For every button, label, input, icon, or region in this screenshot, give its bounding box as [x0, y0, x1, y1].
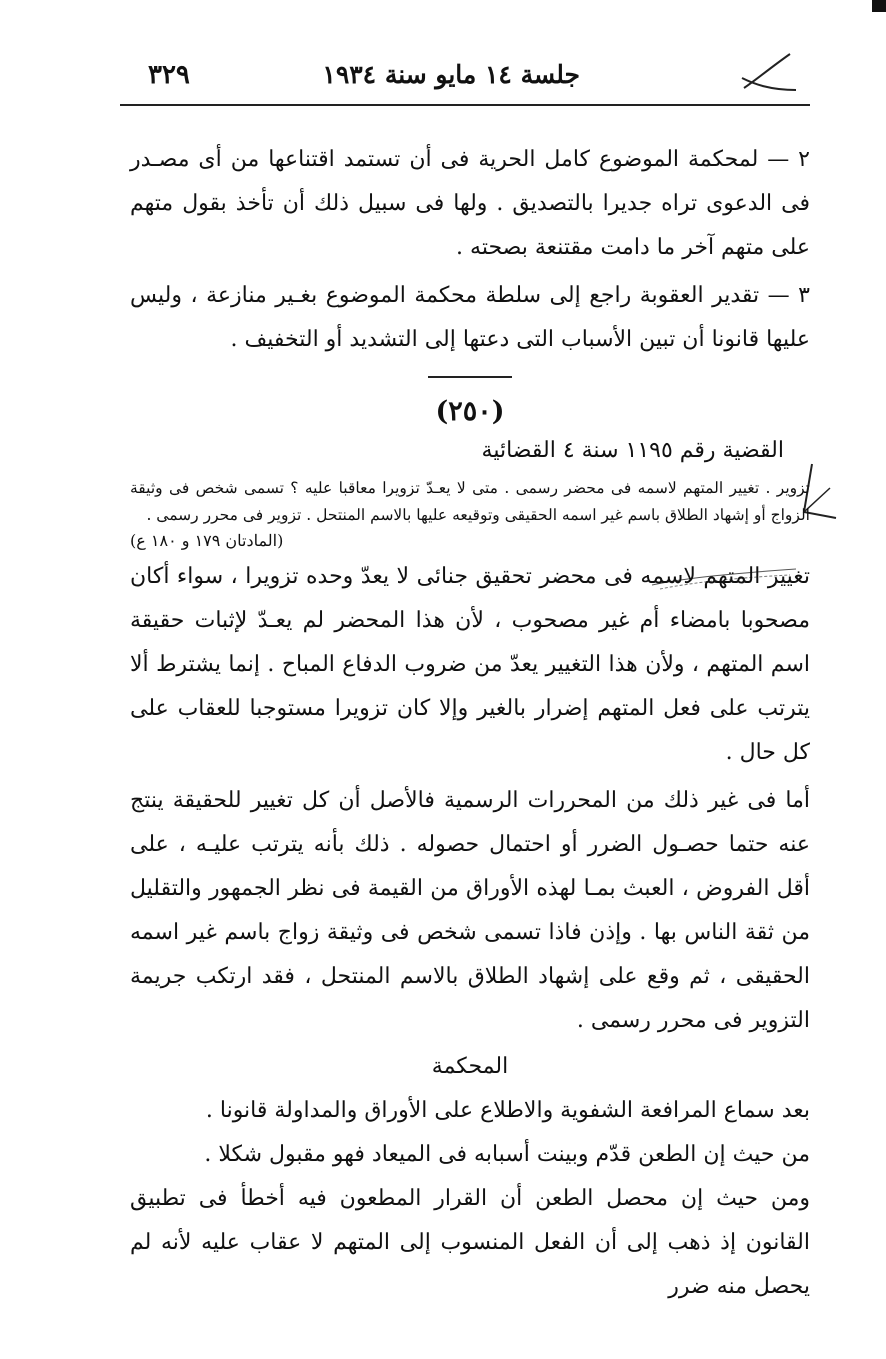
page-number: ٣٢٩: [148, 60, 190, 90]
principle-paragraph-3: ٣ — تقدير العقوبة راجع إلى سلطة محكمة الموضوع بغـير منازعة ، وليس عليها قانونا أن تبين الأسباب التى دعتها إلى التشديد أو التخفيف .: [130, 283, 810, 352]
case-principle-paragraph: تغيير المتهم لاسمه فى محضر تحقيق جنائى لا يعدّ وحده تزويرا ، سواء أكان مصحوبا بامضاء أم غير مصحوب ، لأن هذا المحضر لم يعـدّ لإثبات حقيقة اسم المتهم ، ولأن هذا التغيير يعدّ من ضروب الدفاع المباح . إنما يشترط ألا يترتب على فعل المتهم إضرار بالغير وإلا كان تزويرا مستوجبا للعقاب على كل حال .: [130, 564, 810, 765]
court-paragraph: من حيث إن الطعن قدّم وبينت أسبابه فى الميعاد فهو مقبول شكلا .: [204, 1142, 810, 1167]
case-principle-paragraph: أما فى غير ذلك من المحررات الرسمية فالأصل أن كل تغيير للحقيقة ينتج عنه حتما حصـول الضرر أو احتمال حصوله . ذلك بأنه يترتب عليـه ، على أقل الفروض ، العبث بمـا لهذه الأوراق من القيمة فى نظر الجمهور والتقليل من ثقة الناس بها . وإذن فاذا تسمى شخص فى وثيقة زواج باسم غير اسمه الحقيقى ، ثم وقع على إشهاد الطلاق بالاسم المنتحل ، فقد ارتكب جريمة التزوير فى محرر رسمى .: [130, 788, 810, 1033]
session-title: جلسة ١٤ مايو سنة ١٩٣٤: [322, 60, 580, 89]
court-paragraph: بعد سماع المرافعة الشفوية والاطلاع على الأوراق والمداولة قانونا .: [205, 1098, 810, 1123]
case-number: (٢٥٠): [435, 396, 505, 427]
page-body: [130, 138, 810, 1309]
case-articles: (المادتان ١٧٩ و ١٨٠ ع): [130, 531, 284, 550]
header-rule: [120, 104, 810, 106]
handwritten-check-mark-icon: [740, 50, 800, 94]
page-header: [120, 60, 810, 102]
court-heading: المحكمة: [431, 1054, 509, 1079]
court-paragraph: ومن حيث إن محصل الطعن أن القرار المطعون فيه أخطأ فى تطبيق القانون إذ ذهب إلى أن الفعل المنسوب إلى المتهم لا عقاب عليه لأنه لم يحصل منه ضرر: [130, 1186, 810, 1299]
case-reference: القضية رقم ١١٩٥ سنة ٤ القضائية: [481, 438, 784, 463]
principle-paragraph-2: ٢ — لمحكمة الموضوع كامل الحرية فى أن تستمد اقتناعها من أى مصـدر فى الدعوى تراه جديرا بالتصديق . ولها فى سبيل ذلك أن تأخذ بقول متهم على متهم آخر ما دامت مقتنعة بصحته .: [130, 147, 810, 260]
case-head-notes: تزوير . تغيير المتهم لاسمه فى محضر رسمى . متى لا يعـدّ تزويرا معاقبا عليه ؟ تسمى شخص فى وثيقة الزواج أو إشهاد الطلاق باسم غير اسمه الحقيقى وتوقيعه عليها بالاسم المنتحل . تزوير فى محرر رسمى .: [130, 479, 810, 524]
section-divider: [428, 376, 512, 378]
corner-ink-mark: [872, 0, 886, 12]
